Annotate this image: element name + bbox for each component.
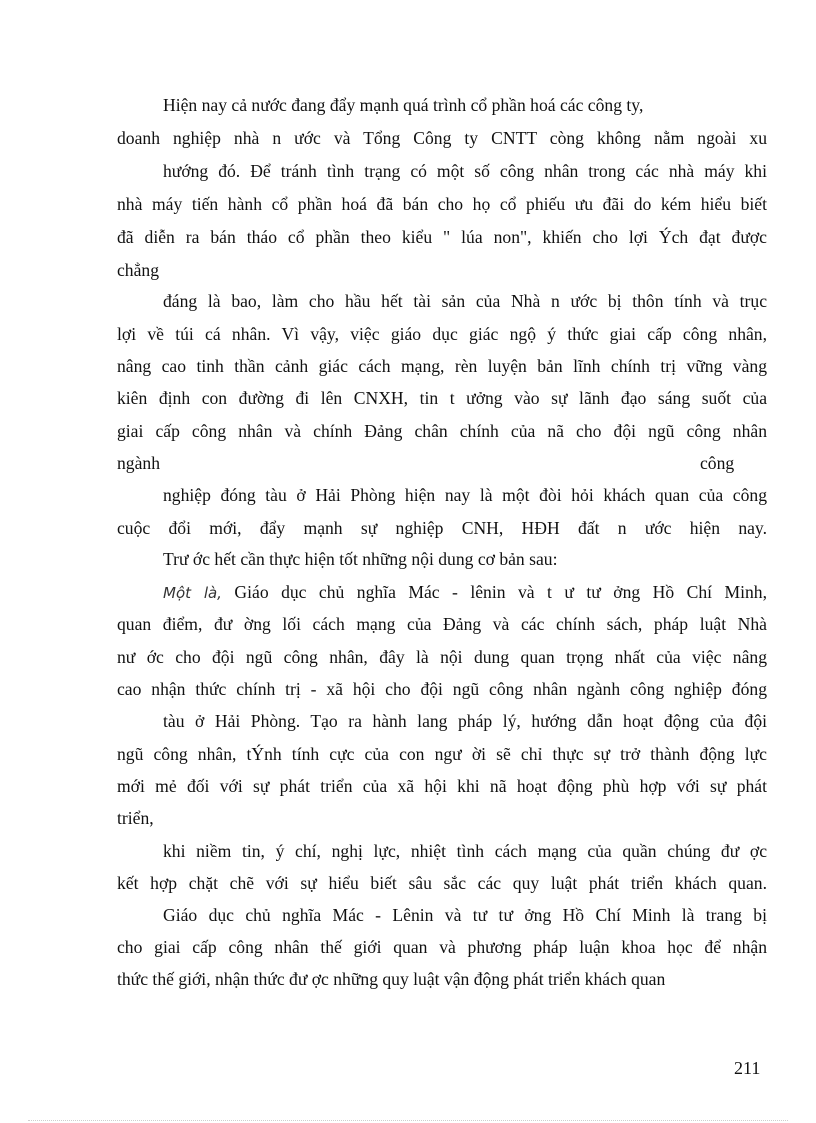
text-line: quan điểm, đư ờng lối cách mạng của Đảng và các chính sách, pháp luật Nhà [117, 614, 767, 634]
text-line: nhà máy tiến hành cổ phần hoá đã bán cho họ cổ phiếu ưu đãi do kém hiểu biết [117, 194, 767, 214]
text-line: chẳng [117, 260, 160, 280]
text-line: Hiện nay cả nước đang đẩy mạnh quá trình cổ phần hoá các công ty, [163, 95, 644, 115]
text-line: thức thế giới, nhận thức đư ợc những quy luật vận động phát triển khách quan [117, 969, 666, 989]
text-line: mới mẻ đối với sự phát triển của xã hội khi nã hoạt động phù hợp với sự phát [117, 776, 767, 796]
text-line: nghiệp đóng tàu ở Hải Phòng hiện nay là một đòi hỏi khách quan của công [163, 485, 767, 505]
text-line [163, 581, 767, 604]
text-line: kết hợp chặt chẽ với sự hiểu biết sâu sắc các quy luật phát triển khách quan. [117, 873, 767, 893]
text-line: ngũ công nhân, tÝnh tính cực của con ngư ời sẽ chỉ thực sự trở thành động lực [117, 744, 767, 764]
text-line-body: Giáo dục chủ nghĩa Mác - lênin và t ư tư ởng Hồ Chí Minh, [234, 582, 767, 602]
text-line: hướng đó. Để tránh tình trạng có một số công nhân trong các nhà máy khi [163, 161, 767, 181]
text-line: Trư ớc hết cần thực hiện tốt những nội dung cơ bản sau: [163, 549, 558, 569]
text-line: kiên định con đường đi lên CNXH, tin t ưởng vào sự lãnh đạo sáng suốt của [117, 388, 767, 408]
page-number: 211 [734, 1058, 761, 1078]
text-line: cho giai cấp công nhân thế giới quan và phương pháp luận khoa học để nhận [117, 937, 767, 957]
text-line: nư ớc cho đội ngũ công nhân, đây là nội dung quan trọng nhất của việc nâng [117, 647, 767, 667]
text-line: cuộc đổi mới, đẩy mạnh sự nghiệp CNH, HĐH đất n ước hiện nay. [117, 518, 767, 538]
text-line-left: ngành [117, 453, 160, 473]
text-line: Giáo dục chủ nghĩa Mác - Lênin và tư tư ởng Hồ Chí Minh là trang bị [163, 905, 767, 925]
text-line: đáng là bao, làm cho hầu hết tài sản của Nhà n ước bị thôn tính và trục [163, 291, 767, 311]
page-divider [28, 1120, 788, 1121]
lead-in-label: Một là, [163, 584, 222, 602]
text-line: tàu ở Hải Phòng. Tạo ra hành lang pháp lý, hướng dẫn hoạt động của đội [163, 711, 767, 731]
text-line: nâng cao tinh thần cảnh giác cách mạng, rèn luyện bản lĩnh chính trị vững vàng [117, 356, 767, 376]
text-line-right: công [700, 453, 735, 473]
text-line: lợi về túi cá nhân. Vì vậy, việc giáo dục giác ngộ ý thức giai cấp công nhân, [117, 324, 767, 344]
text-line: giai cấp công nhân và chính Đảng chân chính của nã cho đội ngũ công nhân [117, 421, 767, 441]
text-line: khi niềm tin, ý chí, nghị lực, nhiệt tình cách mạng của quần chúng đư ợc [163, 841, 767, 861]
text-line: cao nhận thức chính trị - xã hội cho đội ngũ công nhân ngành công nghiệp đóng [117, 679, 767, 699]
text-line: triển, [117, 808, 154, 828]
text-line: doanh nghiệp nhà n ước và Tổng Công ty CNTT còng không nằm ngoài xu [117, 128, 767, 148]
text-line: đã diễn ra bán tháo cổ phần theo kiểu " lúa non", khiến cho lợi Ých đạt được [117, 227, 767, 247]
